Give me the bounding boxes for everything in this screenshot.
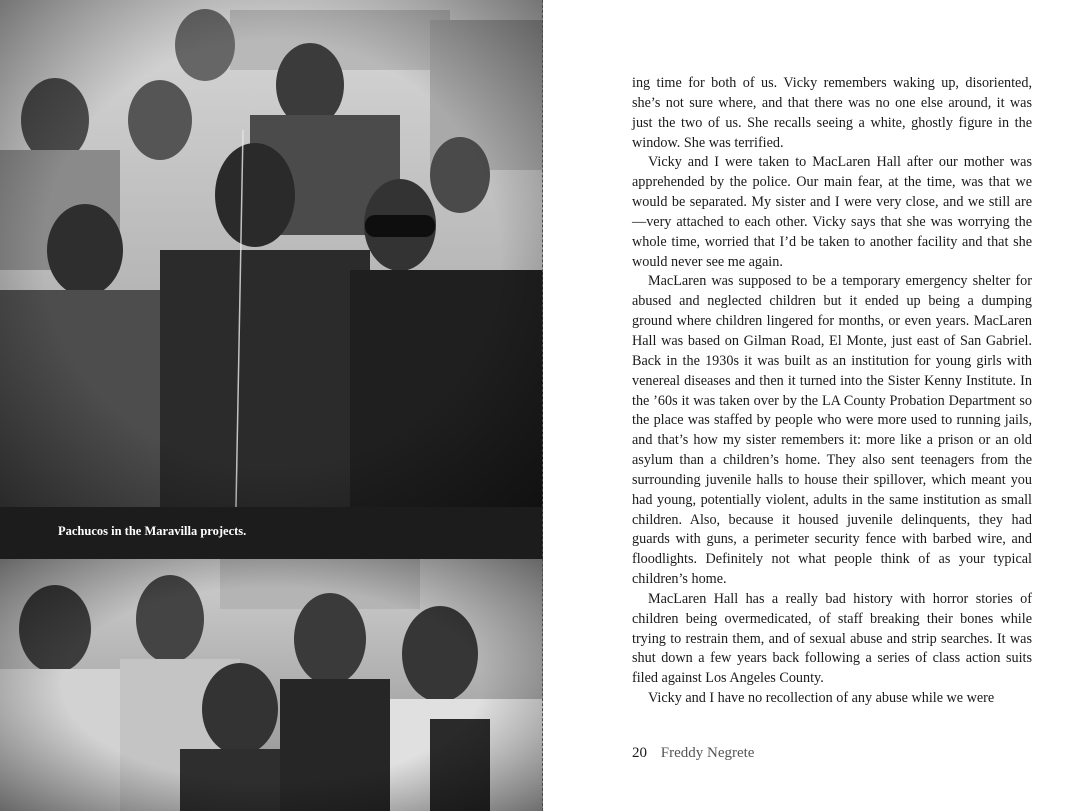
paragraph: Vicky and I have no recollection of any abuse while we were	[648, 690, 995, 707]
photo-top-image	[0, 0, 543, 507]
photo-caption: Pachucos in the Maravilla projects.	[58, 524, 247, 538]
photo-bottom-image	[0, 559, 543, 811]
page-gutter	[542, 0, 543, 811]
paragraph: ing time for both of us. Vicky remembers waking up, disoriented, she’s not sure where, and that there was no one else around, it was just the two of us. She recalls seeing a white, ghostly figure in the window. She was terrified.	[632, 75, 1032, 151]
running-author: Freddy Negrete	[660, 745, 755, 761]
paragraph: MacLaren Hall has a really bad history with horror stories of children being overmedicated, of staff breaking their bones while trying to restrain them, and of sexual abuse and strip searches. It was shut down a few years back following a series of class action suits filed against Los Angeles County.	[632, 590, 1032, 687]
page-folio	[632, 745, 754, 762]
photo-caption-band	[0, 507, 543, 559]
page-number: 20	[632, 745, 647, 761]
group-photo-bottom	[0, 559, 543, 811]
group-photo-top	[0, 0, 543, 507]
paragraph: MacLaren was supposed to be a temporary emergency shelter for abused and neglected children but it ended up being a dumping ground where children lingered for months, or even years. MacLaren Hall was based on Gilman Road, El Monte, just east of San Gabriel. Back in the 1930s it was built as an institution for young girls with venereal diseases and then it turned into the Sister Kenny Institute. In the ’60s it was taken over by the LA County Probation Department so the place was staffed by people who were more used to running jails, and that’s how my sister remembers it: more like a prison or an old asylum than a children’s home. They also sent teenagers from the surrounding juvenile halls to house their spillover, which meant you had young, potentially violent, adults in the same institution as small children. Also, because it housed juvenile delinquents, they had guards with guns, a perimeter security fence with barbed wire, and floodlights. Definitely not what people think of as your typical children’s home.	[632, 273, 1032, 588]
body-text	[632, 74, 1032, 709]
paragraph: Vicky and I were taken to MacLaren Hall after our mother was apprehended by the police. Our main fear, at the time, was that we would be separated. My sister and I were very close, and we still are—very attached to each other. Vicky says that she was worrying the whole time, worried that I’d be taken to another facility and that she would never see me again.	[632, 154, 1032, 270]
